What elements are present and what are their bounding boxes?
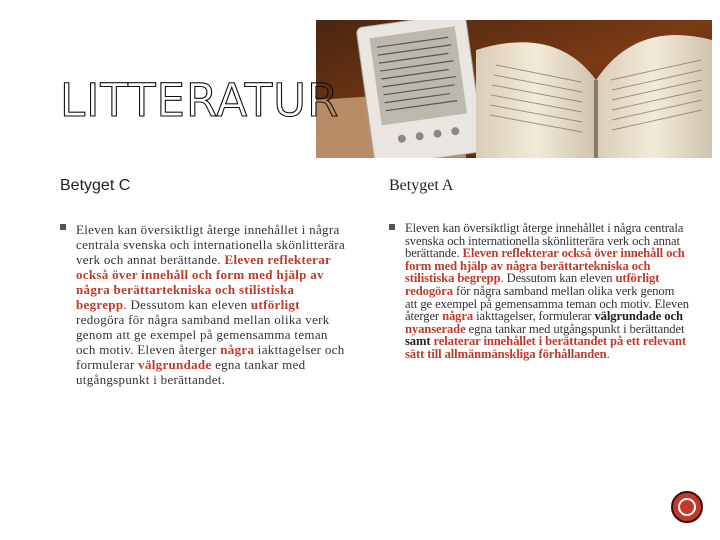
circle-nav-icon[interactable]	[671, 491, 703, 523]
criteria-a-bullet	[389, 222, 689, 361]
text-run: . Dessutom kan eleven	[123, 297, 251, 312]
heading-betyget-c: Betyget C	[60, 177, 131, 194]
text-run: Eleven kan översiktligt återge innehållet i några centrala svenska och internationella skönlitterära verk och annat berättande.	[405, 221, 684, 261]
text-run: utförligt	[250, 297, 300, 312]
header-photo	[316, 20, 712, 158]
text-run: redogöra för några samband mellan olika verk genom att ge exempel på gemensamma teman och motiv. Eleven återger	[76, 312, 330, 357]
text-run: några	[442, 309, 474, 324]
bullet-square-icon	[60, 224, 66, 230]
text-run: relaterar innehållet i berättandet på ett relevant sätt till allmänmänskliga förhållanden	[405, 334, 686, 361]
criteria-a-text	[405, 222, 689, 361]
criteria-c-bullet	[60, 222, 348, 387]
text-run: utförligt redogöra	[405, 271, 660, 298]
page-title: LITTERATUR	[60, 74, 340, 127]
text-run: Eleven reflekterar också över innehåll och form med hjälp av några berättartekniska och stilistiska begrepp	[76, 252, 331, 312]
heading-betyget-a: Betyget A	[389, 177, 454, 194]
text-run: några	[220, 342, 255, 357]
text-run: egna tankar med utgångspunkt i berättandet.	[76, 357, 306, 387]
ereader-and-open-book-photo	[316, 20, 712, 158]
text-run: Eleven kan översiktligt återge innehållet i några centrala svenska och internationella skönlitterära verk och annat berättande.	[76, 222, 346, 267]
text-run: nyanserade	[405, 321, 466, 336]
text-run: för några samband mellan olika verk genom att ge exempel på gemensamma teman och motiv. Eleven återger	[405, 283, 689, 324]
text-run: egna tankar med utgångspunkt i berättandet	[465, 321, 685, 336]
bullet-square-icon	[389, 224, 395, 230]
criteria-c-text	[76, 222, 348, 387]
text-run: välgrundade	[138, 357, 212, 372]
text-run: iakttagelser, formulerar	[473, 309, 595, 324]
text-run: . Dessutom kan eleven	[500, 271, 616, 286]
text-run: .	[606, 346, 610, 361]
text-run: välgrundade och	[594, 309, 683, 324]
nav-ring	[678, 498, 696, 516]
text-run: samt	[405, 334, 431, 349]
text-run: iakttagelser och formulerar	[76, 342, 345, 372]
text-run: Eleven reflekterar också över innehåll och form med hjälp av några berättartekniska och stilistiska begrepp	[405, 246, 685, 286]
